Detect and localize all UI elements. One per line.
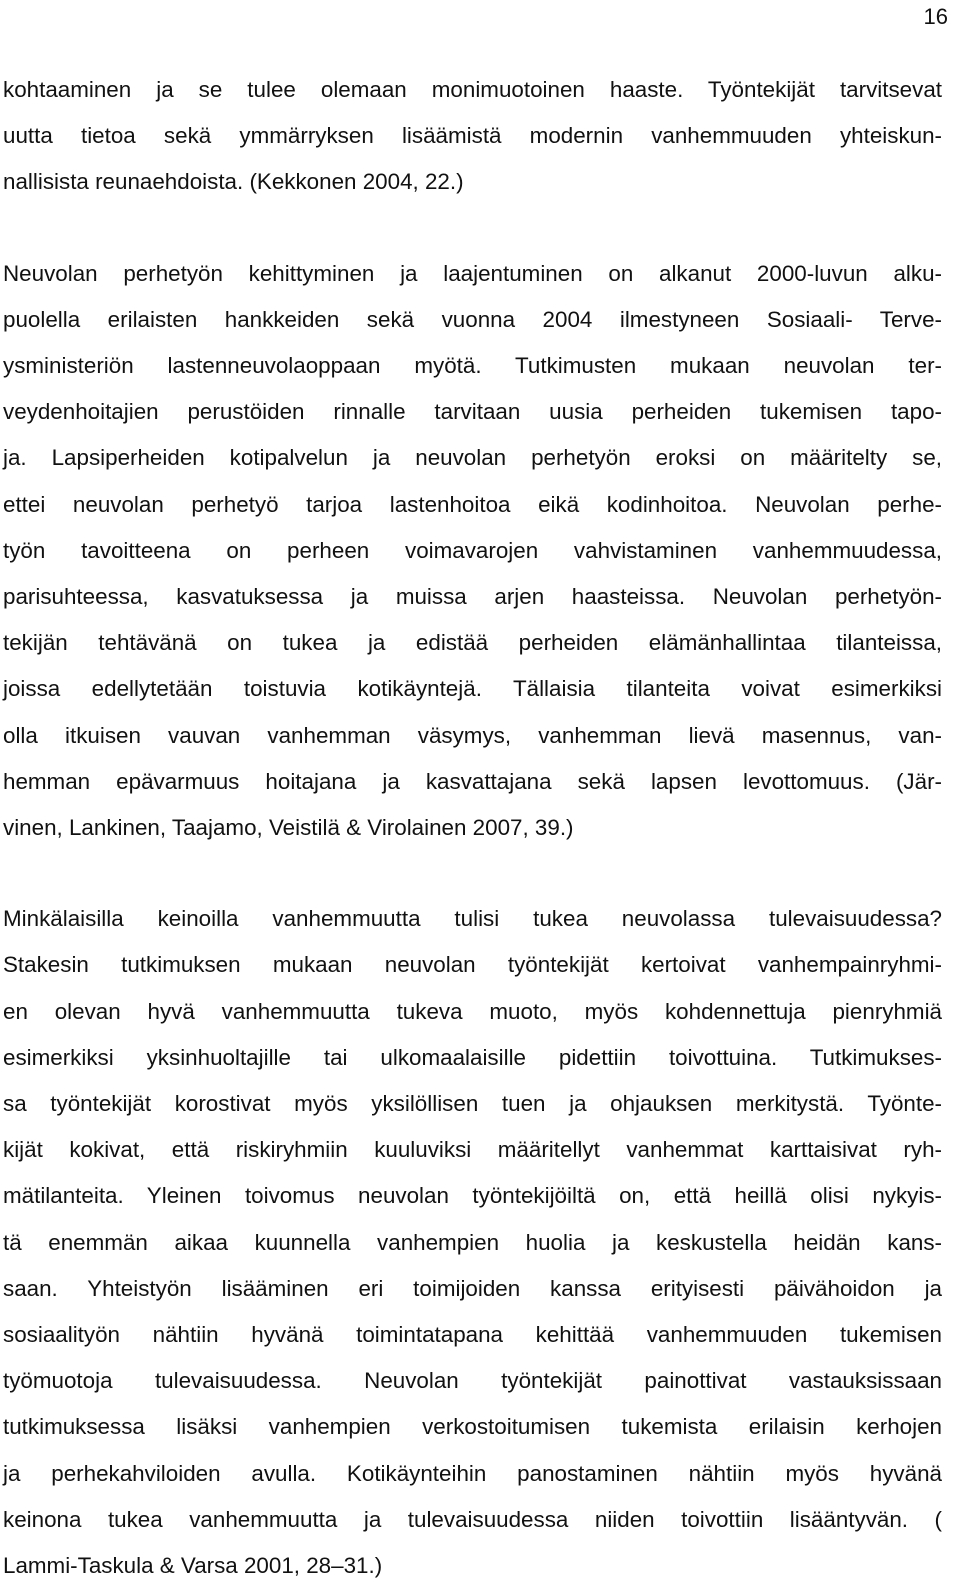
text-line: olla itkuisen vauvan vanhemman väsymys, vanhemman lievä masennus, van- [3, 722, 942, 748]
text-line: hemman epävarmuus hoitajana ja kasvattajana sekä lapsen levottomuus. (Jär- [3, 768, 942, 794]
text-line: sa työntekijät korostivat myös yksilöllisen tuen ja ohjauksen merkitystä. Työnte- [3, 1091, 942, 1117]
paragraph-3 [3, 896, 942, 1589]
text-line: tutkimuksessa lisäksi vanhempien verkostoitumisen tukemista erilaisin kerhojen [3, 1414, 942, 1440]
paragraph-1 [3, 67, 942, 206]
text-line: uutta tietoa sekä ymmärryksen lisäämistä modernin vanhemmuuden yhteiskun- [3, 123, 942, 149]
text-line: puolella erilaisten hankkeiden sekä vuonna 2004 ilmestyneen Sosiaali- Terve- [3, 306, 942, 332]
text-line: vinen, Lankinen, Taajamo, Veistilä & Virolainen 2007, 39.) [3, 815, 574, 841]
text-line: nallisista reunaehdoista. (Kekkonen 2004, 22.) [3, 169, 464, 195]
text-line: mätilanteita. Yleinen toivomus neuvolan työntekijöiltä on, että heillä olisi nykyis- [3, 1183, 942, 1209]
text-line: joissa edellytetään toistuvia kotikäyntejä. Tällaisia tilanteita voivat esimerkiksi [3, 676, 942, 702]
page-number: 16 [923, 4, 948, 29]
text-line: Stakesin tutkimuksen mukaan neuvolan työntekijät kertoivat vanhempainryhmi- [3, 952, 942, 978]
text-line: sosiaalityön nähtiin hyvänä toimintatapana kehittää vanhemmuuden tukemisen [3, 1322, 942, 1348]
text-line: ja perhekahviloiden avulla. Kotikäynteihin panostaminen nähtiin myös hyvänä [3, 1460, 942, 1486]
text-line: Minkälaisilla keinoilla vanhemmuutta tulisi tukea neuvolassa tulevaisuudessa? [3, 906, 942, 932]
text-line: esimerkiksi yksinhuoltajille tai ulkomaalaisille pidettiin toivottuina. Tutkimukses- [3, 1044, 942, 1070]
text-line: en olevan hyvä vanhemmuutta tukeva muoto, myös kohdennettuja pienryhmiä [3, 998, 942, 1024]
text-line: veydenhoitajien perustöiden rinnalle tarvitaan uusia perheiden tukemisen tapo- [3, 399, 942, 425]
text-line: parisuhteessa, kasvatuksessa ja muissa arjen haasteissa. Neuvolan perhetyön- [3, 584, 942, 610]
text-line: kohtaaminen ja se tulee olemaan monimuotoinen haaste. Työntekijät tarvitsevat [3, 77, 942, 102]
text-line: ja. Lapsiperheiden kotipalvelun ja neuvolan perhetyön eroksi on määritelty se, [3, 445, 942, 471]
text-line: tä enemmän aikaa kuunnella vanhempien huolia ja keskustella heidän kans- [3, 1229, 942, 1255]
text-line: Lammi-Taskula & Varsa 2001, 28–31.) [3, 1553, 383, 1579]
text-line: Neuvolan perhetyön kehittyminen ja laajentuminen on alkanut 2000-luvun alku- [3, 260, 942, 286]
text-line: ettei neuvolan perhetyö tarjoa lastenhoitoa eikä kodinhoitoa. Neuvolan perhe- [3, 491, 942, 517]
paragraph-2 [3, 251, 942, 852]
text-line: työn tavoitteena on perheen voimavarojen vahvistaminen vanhemmuudessa, [3, 537, 942, 563]
text-line: ysministeriön lastenneuvolaoppaan myötä. Tutkimusten mukaan neuvolan ter- [3, 353, 942, 379]
text-line: tekijän tehtävänä on tukea ja edistää perheiden elämänhallintaa tilanteissa, [3, 630, 942, 656]
text-line: työmuotoja tulevaisuudessa. Neuvolan työntekijät painottivat vastauksissaan [3, 1368, 942, 1394]
text-line: kijät kokivat, että riskiryhmiin kuuluviksi määritellyt vanhemmat karttaisivat ryh- [3, 1137, 942, 1163]
text-line: saan. Yhteistyön lisääminen eri toimijoiden kanssa erityisesti päivähoidon ja [3, 1275, 942, 1301]
document-body [3, 67, 942, 1589]
text-line: keinona tukea vanhemmuutta ja tulevaisuudessa niiden toivottiin lisääntyvän. ( [3, 1506, 942, 1532]
